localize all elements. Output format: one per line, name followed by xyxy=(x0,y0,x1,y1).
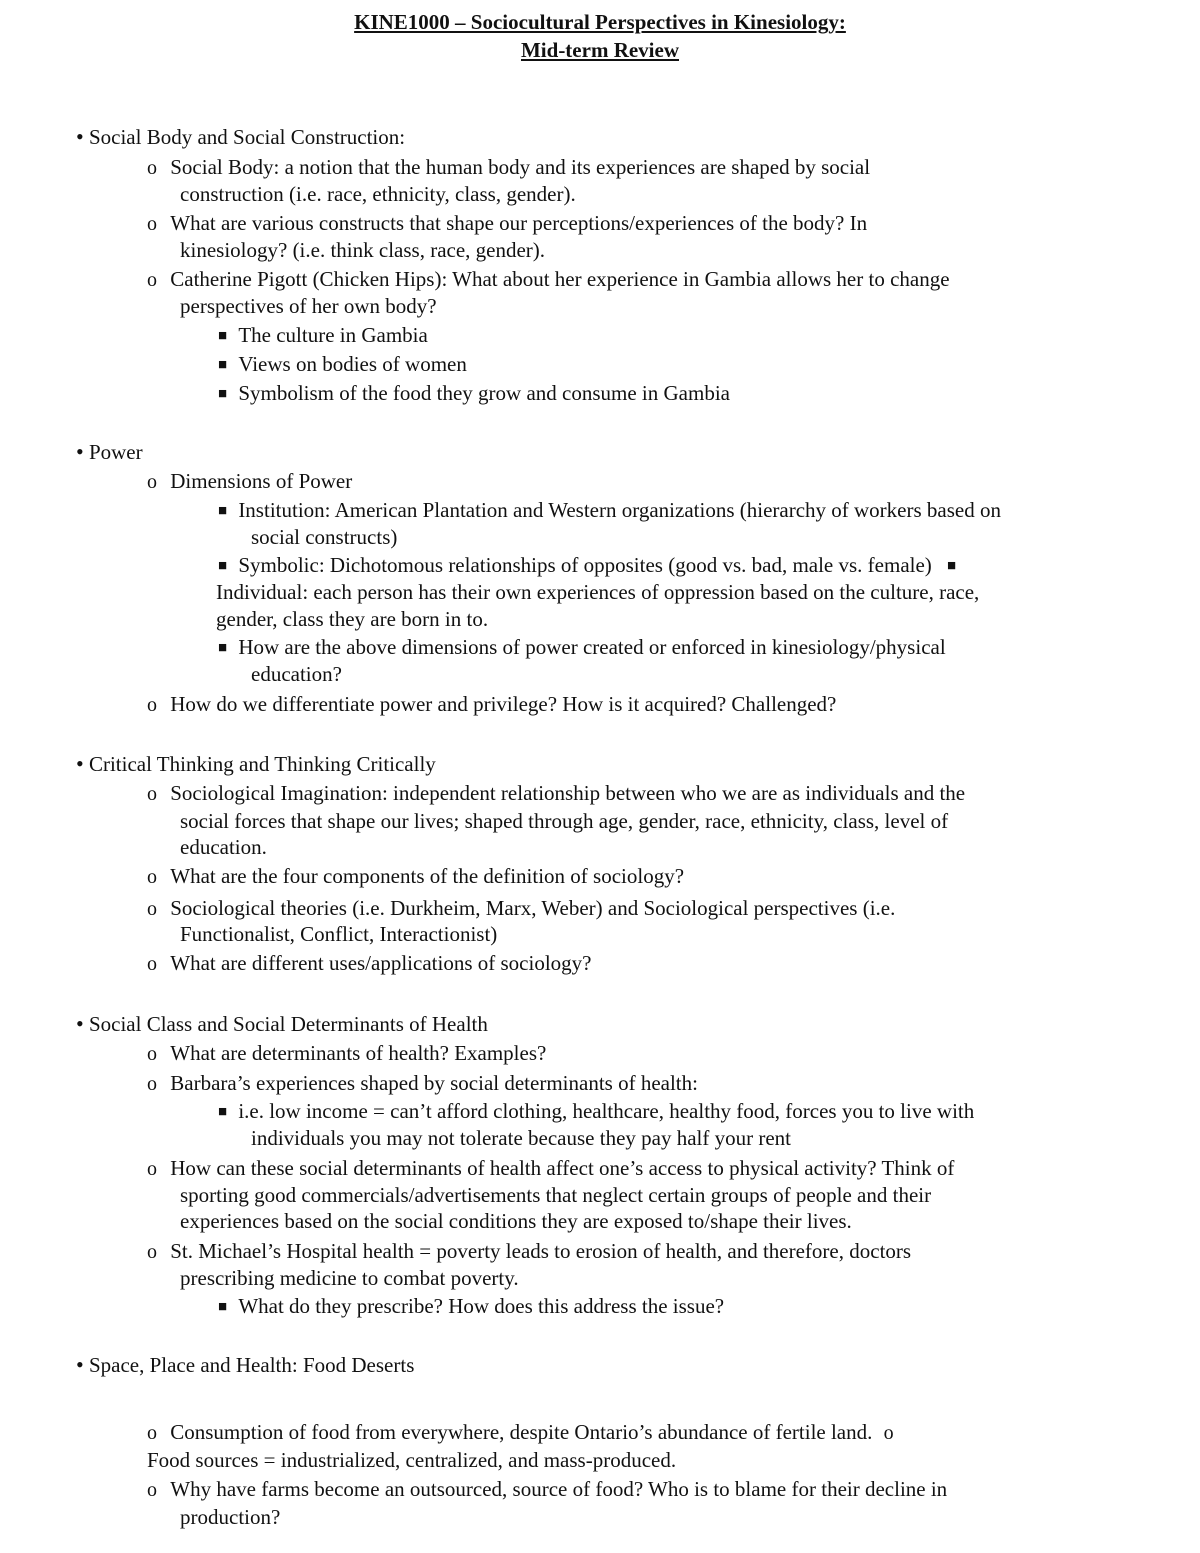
sub-list-item-continuation: Individual: each person has their own experiences of oppression based on the culture, race, xyxy=(216,580,980,604)
list-item-text: What are determinants of health? Examples? xyxy=(170,1041,547,1065)
sub-list-item-text: i.e. low income = can’t afford clothing, healthcare, healthy food, forces you to live with xyxy=(238,1099,975,1123)
list-item xyxy=(147,950,591,977)
section-power xyxy=(76,439,143,465)
list-item xyxy=(147,691,836,718)
sub-list-item-text: Institution: American Plantation and Western organizations (hierarchy of workers based on xyxy=(238,498,1001,522)
document-title-line-2: Mid-term Review xyxy=(520,38,679,62)
bullet: o xyxy=(147,694,157,716)
bullet: ■ xyxy=(218,640,228,656)
section-heading: Space, Place and Health: Food Deserts xyxy=(88,1353,415,1377)
list-item xyxy=(147,780,965,807)
bullet: o xyxy=(147,157,157,179)
bullet: o xyxy=(147,783,157,805)
bullet: o xyxy=(147,953,157,975)
list-item xyxy=(147,266,950,293)
sub-list-item-text: What do they prescribe? How does this address the issue? xyxy=(238,1294,725,1318)
sub-list-item-text: Symbolic: Dichotomous relationships of opposites (good vs. bad, male vs. female) xyxy=(238,553,932,577)
list-item-text: Why have farms become an outsourced, source of food? Who is to blame for their decline in xyxy=(170,1477,948,1501)
list-item-text: Catherine Pigott (Chicken Hips): What about her experience in Gambia allows her to change xyxy=(170,267,950,291)
sub-list-item-text: Views on bodies of women xyxy=(238,352,467,376)
list-item xyxy=(147,210,867,237)
section-heading: Social Class and Social Determinants of Health xyxy=(88,1012,488,1036)
list-item-text: Dimensions of Power xyxy=(170,469,353,493)
list-item-continuation: construction (i.e. race, ethnicity, class, gender). xyxy=(180,182,576,206)
section-heading: Social Body and Social Construction: xyxy=(88,125,406,149)
list-item xyxy=(147,154,870,181)
bullet: o xyxy=(147,1479,157,1501)
list-item-text: How can these social determinants of health affect one’s access to physical activity? Think of xyxy=(170,1156,955,1180)
bullet: o xyxy=(147,1073,157,1095)
list-item-text: How do we differentiate power and privilege? How is it acquired? Challenged? xyxy=(170,692,837,716)
list-item-continuation: social forces that shape our lives; shaped through age, gender, race, ethnicity, class, level of xyxy=(180,809,949,833)
bullet: o xyxy=(883,1422,894,1444)
bullet: o xyxy=(147,269,157,291)
sub-list-item-text: Symbolism of the food they grow and consume in Gambia xyxy=(238,381,730,405)
section-space-place xyxy=(76,1352,414,1378)
list-item-text: What are different uses/applications of sociology? xyxy=(170,951,592,975)
list-item xyxy=(147,1238,911,1265)
list-item-text: Barbara’s experiences shaped by social determinants of health: xyxy=(170,1071,698,1095)
list-item xyxy=(147,895,895,922)
list-item-continuation: production? xyxy=(180,1505,281,1529)
bullet: o xyxy=(147,866,157,888)
bullet: o xyxy=(147,1422,157,1444)
bullet: o xyxy=(147,1158,157,1180)
list-item-continuation: education. xyxy=(180,835,267,859)
list-item xyxy=(147,1070,698,1097)
list-item xyxy=(147,468,352,495)
bullet: o xyxy=(147,1043,157,1065)
bullet: ■ xyxy=(218,386,228,402)
list-item xyxy=(147,1476,947,1503)
section-critical-thinking xyxy=(76,751,436,777)
sub-list-item xyxy=(218,497,1001,524)
bullet: ■ xyxy=(947,558,957,574)
list-item-continuation: Food sources = industrialized, centralized, and mass-produced. xyxy=(147,1448,677,1472)
list-item-text: Sociological theories (i.e. Durkheim, Marx, Weber) and Sociological perspectives (i.e. xyxy=(170,896,896,920)
list-item-continuation: sporting good commercials/advertisements that neglect certain groups of people and their xyxy=(180,1183,932,1207)
list-item-continuation: perspectives of her own body? xyxy=(180,294,437,318)
sub-list-item-continuation: gender, class they are born in to. xyxy=(216,607,489,631)
sub-list-item xyxy=(218,1293,724,1320)
list-item xyxy=(147,863,684,890)
sub-list-item-continuation: individuals you may not tolerate because they pay half your rent xyxy=(251,1126,792,1150)
bullet: ■ xyxy=(218,1104,228,1120)
list-item-text: Consumption of food from everywhere, despite Ontario’s abundance of fertile land. xyxy=(170,1420,873,1444)
section-social-body xyxy=(76,124,405,150)
list-item-text: Social Body: a notion that the human body and its experiences are shaped by social xyxy=(170,155,871,179)
list-item-continuation: experiences based on the social conditions they are exposed to/shape their lives. xyxy=(180,1209,852,1233)
list-item-text: St. Michael’s Hospital health = poverty leads to erosion of health, and therefore, doctors xyxy=(170,1239,912,1263)
sub-list-item xyxy=(218,351,467,378)
document-title-line-1: KINE1000 – Sociocultural Perspectives in Kinesiology: xyxy=(354,10,846,34)
bullet: • xyxy=(76,1352,84,1377)
bullet: • xyxy=(76,124,84,149)
list-item xyxy=(147,1419,894,1446)
sub-list-item xyxy=(218,380,730,407)
list-item-text: Sociological Imagination: independent relationship between who we are as individuals and the xyxy=(170,781,966,805)
bullet: ■ xyxy=(218,328,228,344)
list-item-text: What are the four components of the definition of sociology? xyxy=(170,864,685,888)
bullet: • xyxy=(76,1011,84,1036)
list-item-text: What are various constructs that shape our perceptions/experiences of the body? In xyxy=(170,211,868,235)
sub-list-item xyxy=(218,1098,974,1125)
bullet: • xyxy=(76,751,84,776)
sub-list-item-text: The culture in Gambia xyxy=(238,323,428,347)
sub-list-item-continuation: social constructs) xyxy=(251,525,398,549)
bullet: o xyxy=(147,213,157,235)
bullet: o xyxy=(147,898,157,920)
bullet: o xyxy=(147,471,157,493)
list-item-continuation: Functionalist, Conflict, Interactionist) xyxy=(180,922,498,946)
section-social-class xyxy=(76,1011,488,1037)
bullet: ■ xyxy=(218,357,228,373)
list-item xyxy=(147,1155,954,1182)
bullet: ■ xyxy=(218,503,228,519)
bullet: o xyxy=(147,1241,157,1263)
section-heading: Power xyxy=(88,440,143,464)
section-heading: Critical Thinking and Thinking Critically xyxy=(88,752,436,776)
bullet: ■ xyxy=(218,558,228,574)
sub-list-item xyxy=(218,634,946,661)
sub-list-item-text: How are the above dimensions of power created or enforced in kinesiology/physical xyxy=(238,635,946,659)
list-item xyxy=(147,1040,546,1067)
list-item-continuation: kinesiology? (i.e. think class, race, gender). xyxy=(180,238,546,262)
list-item-continuation: prescribing medicine to combat poverty. xyxy=(180,1266,519,1290)
sub-list-item-continuation: education? xyxy=(251,662,342,686)
sub-list-item xyxy=(218,322,428,349)
bullet: • xyxy=(76,439,84,464)
sub-list-item xyxy=(218,552,956,579)
bullet: ■ xyxy=(218,1299,228,1315)
